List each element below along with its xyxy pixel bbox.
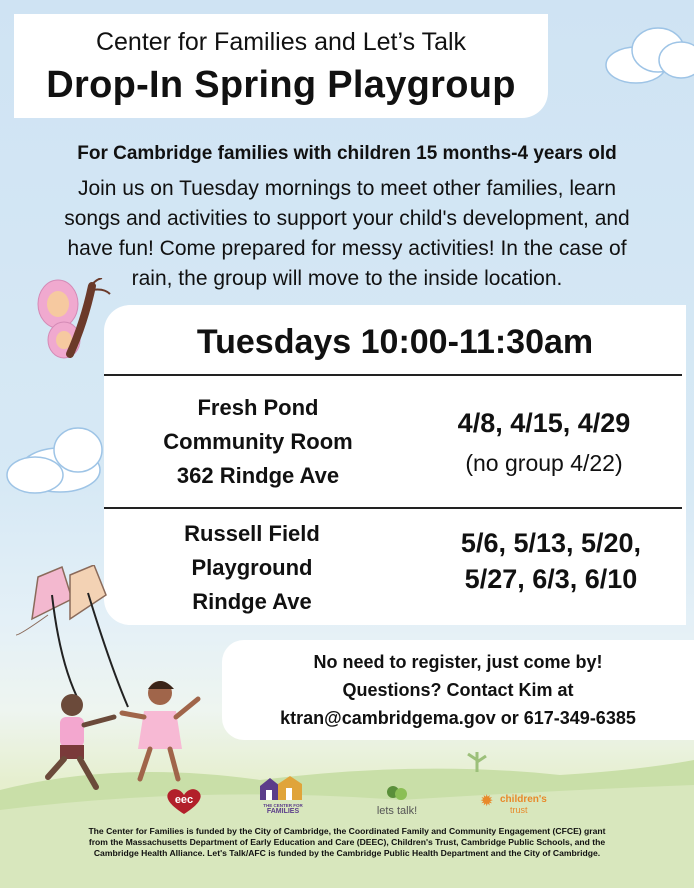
title-subtitle: Center for Families and Let’s Talk — [95, 28, 467, 56]
dates-note: (no group 4/22) — [465, 450, 623, 476]
dates-line: 5/6, 5/13, 5/20, — [460, 528, 642, 558]
location-line: Playground — [191, 555, 313, 580]
kites-and-children-illustration — [10, 565, 220, 800]
dates-line: 4/8, 4/15, 4/29 — [457, 408, 631, 438]
lets-talk-logo-text: lets talk! — [376, 805, 418, 817]
eligibility-text: For Cambridge families with children 15 months-4 years old — [77, 143, 617, 164]
intro-line: songs and activities to support your child's development, and — [64, 207, 630, 230]
contact-info[interactable]: ktran@cambridgema.gov or 617-349-6385 — [280, 708, 636, 728]
eec-logo-text: eec — [174, 794, 194, 806]
sun-icon: ✹ — [480, 793, 494, 810]
intro-line: rain, the group will move to the inside location. — [131, 267, 563, 290]
title-card — [14, 14, 548, 118]
divider — [104, 507, 682, 509]
footer-line: The Center for Families is funded by the City of Cambridge, the Coordinated Family and Community Engagement (CFCE) grant — [88, 826, 606, 836]
childrens-trust-line: trust — [510, 805, 528, 815]
lets-talk-logo — [362, 784, 432, 817]
eec-logo — [164, 788, 204, 819]
location-dates — [404, 405, 684, 441]
location-line: Community Room — [163, 429, 353, 454]
cff-logo-line: FAMILIES — [266, 808, 300, 815]
location-name — [118, 391, 398, 493]
intro-line: have fun! Come prepared for messy activities! In the case of — [67, 237, 627, 260]
center-for-families-logo — [258, 776, 308, 815]
butterfly-icon — [34, 278, 114, 368]
location-line: Rindge Ave — [192, 589, 312, 614]
contact-card — [222, 640, 694, 740]
location-dates — [416, 525, 686, 597]
location-line: Russell Field — [184, 521, 320, 546]
location-line: 362 Rindge Ave — [176, 463, 340, 488]
childrens-trust-line: children's — [500, 794, 547, 805]
location-line: Fresh Pond — [197, 395, 319, 420]
cloud-left — [0, 415, 106, 501]
cff-logo-line: THE CENTER FOR — [263, 803, 303, 808]
intro-line: Join us on Tuesday mornings to meet other families, learn — [77, 177, 617, 200]
contact-line: Questions? Contact Kim at — [342, 680, 574, 700]
footer-line: Cambridge Health Alliance. Let's Talk/AFC is funded by the Cambridge Public Health Department and the City of Cambridge. — [93, 848, 601, 858]
intro-paragraph — [20, 174, 674, 294]
cloud-top-right — [596, 20, 694, 90]
footer-line: from the Massachusetts Department of Early Education and Care (DEEC), Children's Trust, Cambridge Public Schools, and the — [88, 837, 606, 847]
contact-line: No need to register, just come by! — [313, 652, 603, 672]
divider — [104, 374, 682, 376]
schedule-heading: Tuesdays 10:00-11:30am — [196, 323, 594, 361]
funding-footer — [30, 826, 664, 859]
page-title: Drop-In Spring Playgroup — [46, 64, 516, 106]
dates-line: 5/27, 6/3, 6/10 — [464, 564, 638, 594]
plant-icon — [462, 748, 492, 772]
